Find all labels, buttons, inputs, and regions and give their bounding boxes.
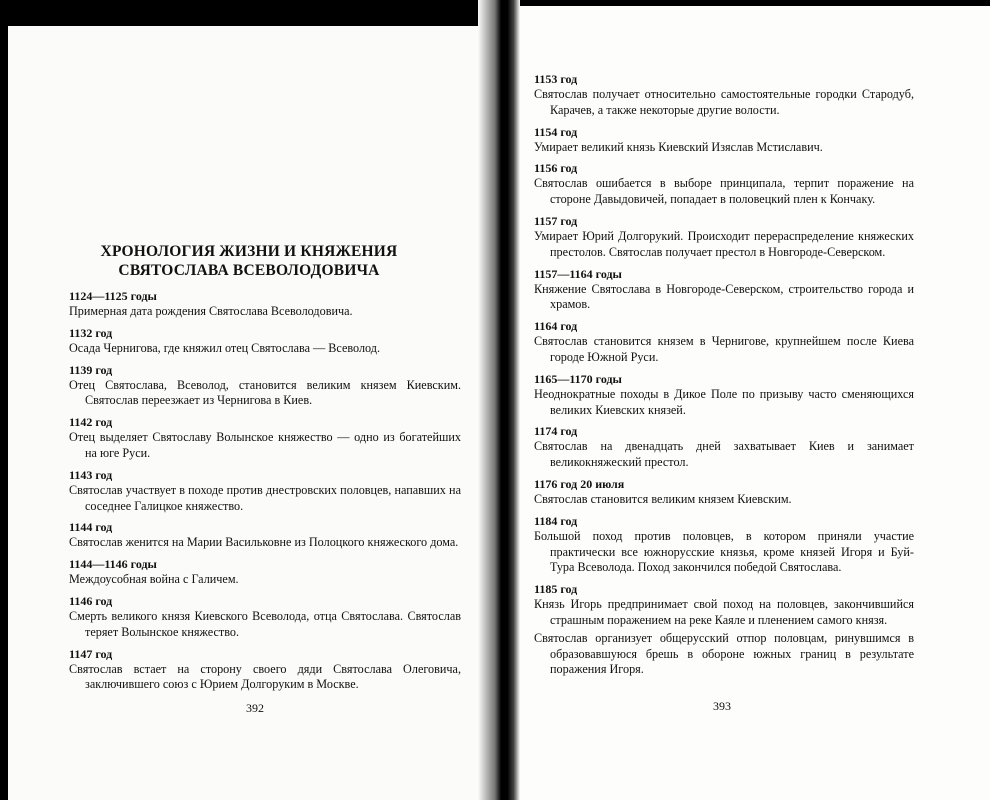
right-page: [508, 6, 990, 800]
entry-year: 1157 год: [534, 213, 578, 228]
entry-year: 1142 год: [69, 415, 113, 430]
entry-text: Смерть великого князя Киевского Всеволода, отца Святослава. Святослав теряет Волынское княжество.: [69, 608, 461, 639]
chronology-entry: [534, 125, 914, 156]
chronology-entry: [69, 647, 461, 694]
page-number-left: 392: [246, 701, 264, 715]
entry-text: Святослав получает относительно самостоятельные городки Стародуб, Карачев, а также некоторые другие волости.: [534, 87, 914, 117]
chronology-entry: [69, 415, 461, 462]
entry-text: Святослав ошибается в выборе принципала, терпит поражение на стороне Давыдовичей, попадает в половецкий плен к Кончаку.: [534, 176, 914, 207]
left-page: [8, 26, 490, 800]
entry-text: Осада Чернигова, где княжил отец Святослава — Всеволод.: [69, 340, 381, 355]
entry-text: Умирает великий князь Киевский Изяслав Мстиславич.: [534, 139, 823, 154]
entry-year: 1185 год: [534, 582, 578, 597]
entry-text: Междоусобная война с Галичем.: [69, 572, 239, 587]
entry-text: Святослав на двенадцать дней захватывает Киев и занимает великокняжеский престол.: [534, 439, 914, 470]
chronology-entry: [534, 161, 914, 208]
entry-text: Большой поход против половцев, в котором приняли участие практически все южнорусские князья, кроме князей Игоря и Буй-Тура Всеволода. Поход закончился победой Святослава.: [534, 528, 914, 575]
entry-year: 1146 год: [69, 593, 113, 608]
entry-year: 1147 год: [69, 646, 113, 661]
chronology-entry: [534, 214, 914, 261]
entry-year: 1143 год: [69, 467, 113, 482]
left-chronology-list: [69, 289, 461, 699]
entry-year: 1184 год: [534, 513, 578, 528]
entry-text: Умирает Юрий Долгорукий. Происходит перераспределение княжеских престолов. Святослав получает престол в Новгороде-Северском.: [534, 228, 914, 259]
chronology-entry: [69, 363, 461, 410]
entry-text: Неоднократные походы в Дикое Поле по призыву часто сменяющихся великих Киевских князей.: [534, 386, 914, 417]
entry-text: Святослав организует общерусский отпор половцам, ринувшимся в образовавшуюся брешь в обороне южных границ в результате поражения Игоря.: [534, 630, 914, 677]
entry-year: 1156 год: [534, 161, 578, 176]
chapter-title-line-2: СВЯТОСЛАВА ВСЕВОЛОДОВИЧА: [118, 262, 380, 279]
entry-text: Святослав участвует в походе против днестровских половцев, напавших на соседнее Галицкое княжество.: [69, 482, 461, 513]
entry-year: 1153 год: [534, 72, 578, 86]
entry-text: Святослав женится на Марии Васильковне из Полоцкого княжеского дома.: [69, 535, 459, 550]
chapter-title: [8, 242, 490, 280]
chronology-entry: [69, 520, 461, 551]
chronology-entry: [534, 267, 914, 314]
chapter-title-line-1: ХРОНОЛОГИЯ ЖИЗНИ И КНЯЖЕНИЯ: [100, 243, 398, 260]
chronology-entry: [69, 326, 461, 357]
entry-year: 1144 год: [69, 520, 113, 535]
entry-text: Примерная дата рождения Святослава Всеволодовича.: [69, 304, 353, 318]
chronology-entry: [534, 582, 914, 678]
entry-text: Святослав становится князем в Чернигове, крупнейшем после Киева городе Южной Руси.: [534, 334, 914, 364]
chronology-entry: [534, 372, 914, 419]
entry-text: Князь Игорь предпринимает свой поход на половцев, закончившийся страшным поражением на реке Каяле и пленением самого князя.: [534, 597, 914, 627]
right-chronology-list: [534, 72, 914, 684]
entry-year: 1124—1125 годы: [69, 289, 157, 303]
chronology-entry: [69, 594, 461, 641]
entry-year: 1174 год: [534, 424, 578, 439]
chronology-entry: [534, 319, 914, 366]
entry-year: 1176 год 20 июля: [534, 476, 625, 491]
entry-year: 1132 год: [69, 325, 113, 340]
chronology-entry: [69, 289, 461, 320]
chronology-entry: [69, 557, 461, 588]
page-number-right: 393: [713, 699, 731, 713]
entry-text: Княжение Святослава в Новгороде-Северском, строительство города и храмов.: [534, 281, 914, 312]
entry-year: 1144—1146 годы: [69, 557, 157, 572]
chronology-entry: [534, 477, 914, 508]
chronology-entry: [534, 72, 914, 119]
entry-year: 1164 год: [534, 319, 578, 334]
entry-year: 1154 год: [534, 124, 578, 139]
entry-year: 1157—1164 годы: [534, 266, 622, 281]
entry-text: Святослав становится великим князем Киевским.: [534, 491, 792, 506]
book-gutter: [478, 0, 520, 800]
entry-year: 1165—1170 годы: [534, 371, 622, 386]
chronology-entry: [534, 514, 914, 576]
chronology-entry: [534, 424, 914, 471]
entry-text: Отец выделяет Святославу Волынское княжество — одно из богатейших на юге Руси.: [69, 430, 461, 460]
entry-text: Отец Святослава, Всеволод, становится великим князем Киевским. Святослав переезжает из Чернигова в Киев.: [69, 377, 461, 408]
entry-text: Святослав встает на сторону своего дяди Святослава Олеговича, заключившего союз с Юрием Долгоруким в Москве.: [69, 661, 461, 692]
entry-year: 1139 год: [69, 362, 113, 377]
chronology-entry: [69, 468, 461, 515]
